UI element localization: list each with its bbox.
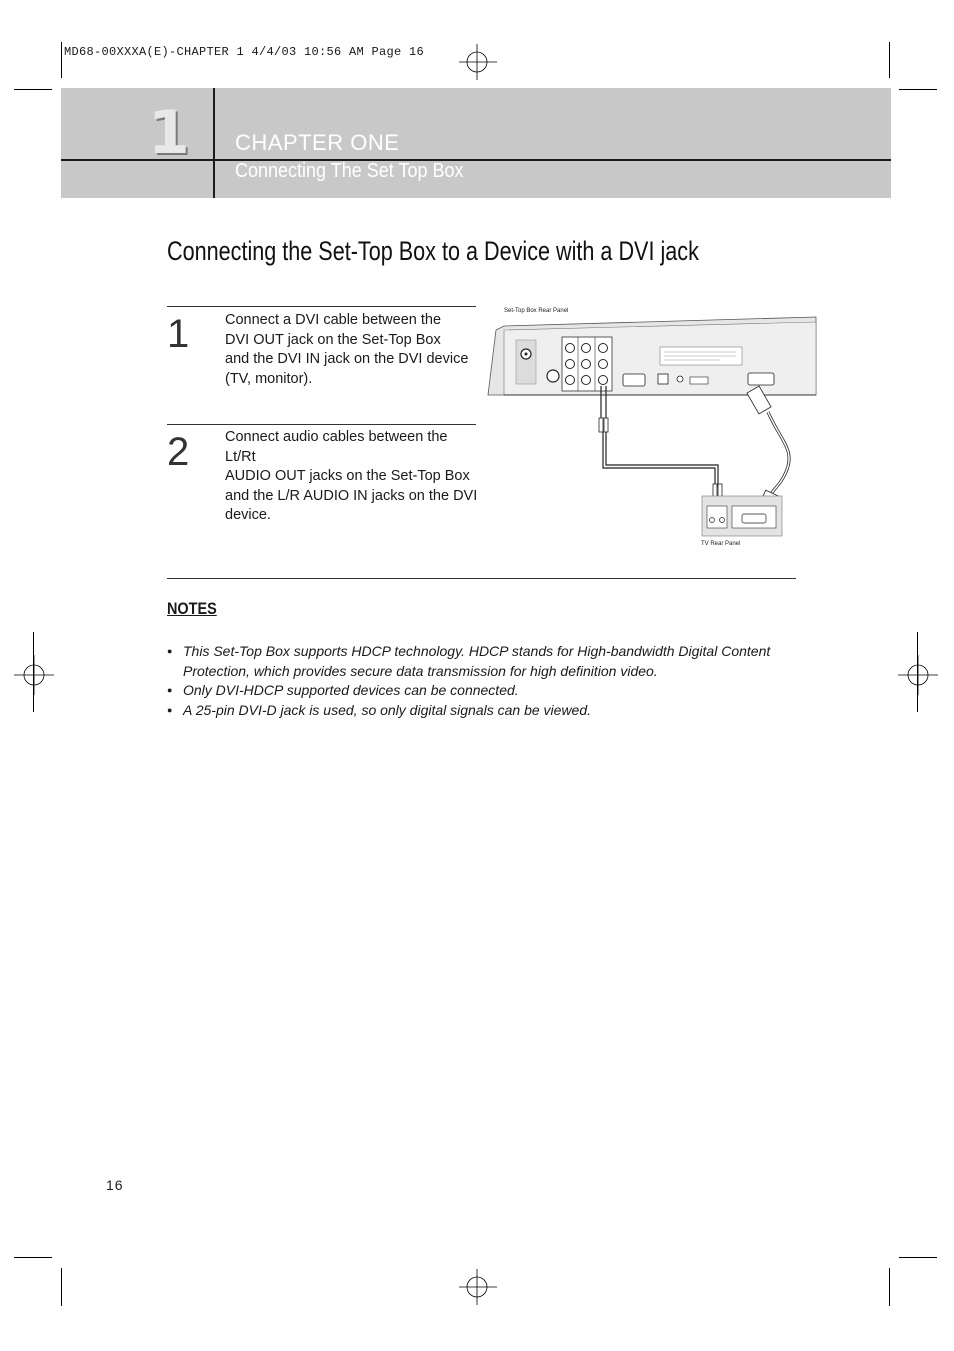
step-number: 2 xyxy=(167,430,190,474)
notes-list xyxy=(167,642,807,720)
notes-divider xyxy=(167,578,796,579)
step-line: Connect audio cables between the Lt/Rt xyxy=(225,429,448,465)
step-line: Connect a DVI cable between the xyxy=(225,312,442,328)
step-line: and the DVI IN jack on the DVI device xyxy=(225,351,469,367)
step-instructions xyxy=(225,311,480,389)
tv-rear-panel xyxy=(702,496,782,536)
stb-rear-panel-label: Set-Top Box Rear Panel xyxy=(504,308,569,314)
step-divider xyxy=(167,424,476,425)
step-line: (TV, monitor). xyxy=(225,370,313,387)
chapter-number: 1 xyxy=(148,98,190,168)
note-item: ● This Set-Top Box supports HDCP technology. HDCP stands for High-bandwidth Digital Content Protection, which provides secure data transmission for high definition video. xyxy=(167,642,807,681)
trim-mark xyxy=(889,42,890,78)
connection-diagram xyxy=(480,300,820,555)
step-number: 1 xyxy=(167,312,190,356)
notes-heading: NOTES xyxy=(167,599,217,618)
note-item: ● A 25-pin DVI-D jack is used, so only digital signals can be viewed. xyxy=(167,701,807,721)
registration-mark-icon xyxy=(457,42,497,82)
trim-mark xyxy=(917,632,918,712)
trim-mark xyxy=(14,89,52,90)
section-title: Connecting the Set-Top Box to a Device with a DVI jack xyxy=(167,236,699,266)
step-line: AUDIO OUT jacks on the Set-Top Box xyxy=(225,468,470,484)
step-divider xyxy=(167,306,476,307)
step-instructions xyxy=(225,428,480,526)
trim-mark xyxy=(889,1268,890,1306)
trim-mark xyxy=(14,1257,52,1258)
trim-mark xyxy=(61,1268,62,1306)
page-number: 16 xyxy=(106,1177,124,1193)
trim-mark xyxy=(899,89,937,90)
note-item: ● Only DVI-HDCP supported devices can be connected. xyxy=(167,681,807,701)
audio-cable xyxy=(599,386,722,498)
step-line: and the L/R AUDIO IN jacks on the DVI xyxy=(225,487,478,504)
registration-mark-icon xyxy=(898,655,938,695)
chapter-subtitle: Connecting The Set Top Box xyxy=(235,160,464,182)
trim-mark xyxy=(61,42,62,78)
set-top-box-rear-panel xyxy=(488,317,816,395)
chapter-header-divider xyxy=(213,88,215,198)
print-slug: MD68-00XXXA(E)-CHAPTER 1 4/4/03 10:56 AM Page 16 xyxy=(64,45,425,59)
step-line: device. xyxy=(225,507,271,523)
trim-mark xyxy=(33,632,34,712)
trim-mark xyxy=(899,1257,937,1258)
tv-rear-panel-label: TV Rear Panel xyxy=(701,541,741,547)
chapter-title: CHAPTER ONE xyxy=(235,130,400,155)
registration-mark-icon xyxy=(457,1267,497,1307)
step-line: DVI OUT jack on the Set-Top Box xyxy=(225,331,441,348)
registration-mark-icon xyxy=(14,655,54,695)
